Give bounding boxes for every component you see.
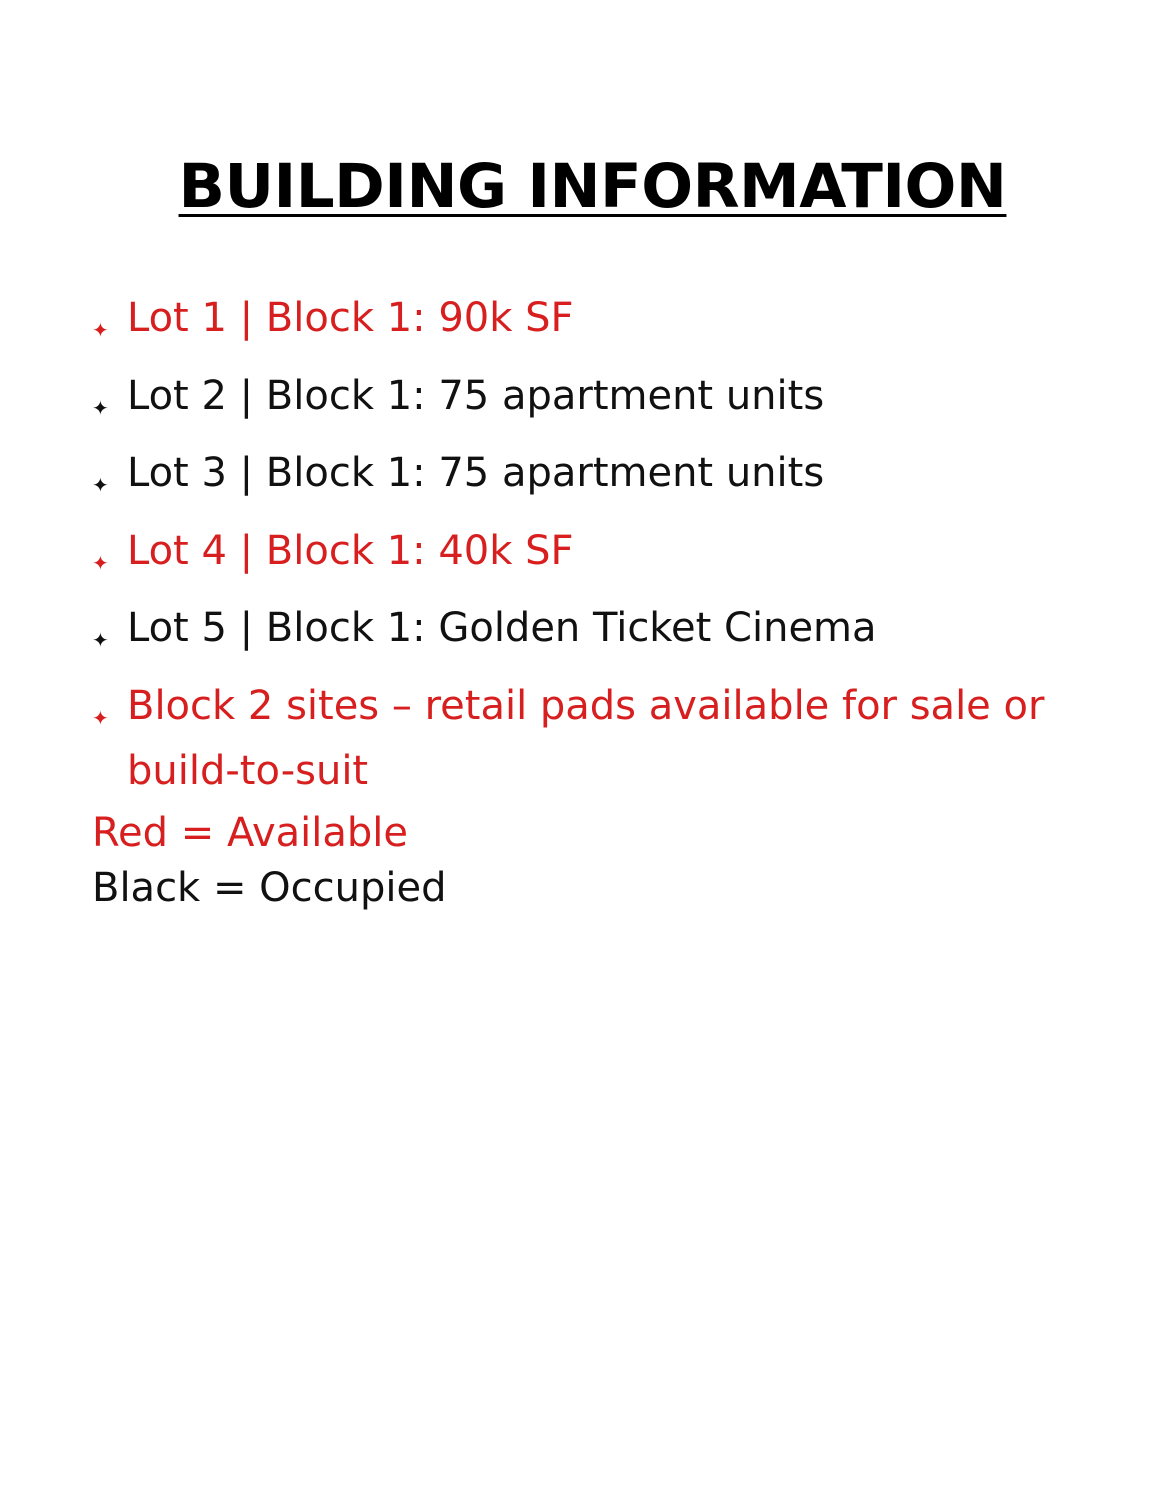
list-item (92, 596, 1132, 674)
list-item (92, 364, 1132, 442)
list-item (92, 674, 1132, 805)
star-bullet-icon: ✦ (92, 473, 109, 497)
list-item (92, 519, 1132, 597)
star-bullet-icon: ✦ (92, 395, 109, 420)
list-item-text: Lot 3 | Block 1: 75 apartment units (127, 450, 825, 496)
list-item-text: Lot 4 | Block 1: 40k SF (127, 527, 574, 574)
star-bullet-icon: ✦ (92, 550, 109, 575)
color-legend (92, 806, 447, 916)
list-item-text: Lot 1 | Block 1: 90k SF (127, 295, 574, 341)
list-item (92, 441, 1132, 519)
page-title: BUILDING INFORMATION (178, 151, 1007, 222)
list-item-text: Block 2 sites – retail pads available for sale or build-to-suit (127, 682, 1045, 794)
list-item (92, 286, 1132, 364)
legend-occupied: Black = Occupied (92, 865, 447, 911)
star-bullet-icon: ✦ (92, 628, 109, 652)
legend-available: Red = Available (92, 810, 408, 856)
star-bullet-icon: ✦ (92, 705, 109, 730)
building-list (92, 286, 1132, 805)
star-bullet-icon: ✦ (92, 318, 109, 342)
list-item-text: Lot 5 | Block 1: Golden Ticket Cinema (127, 605, 877, 651)
list-item-text: Lot 2 | Block 1: 75 apartment units (127, 372, 825, 419)
